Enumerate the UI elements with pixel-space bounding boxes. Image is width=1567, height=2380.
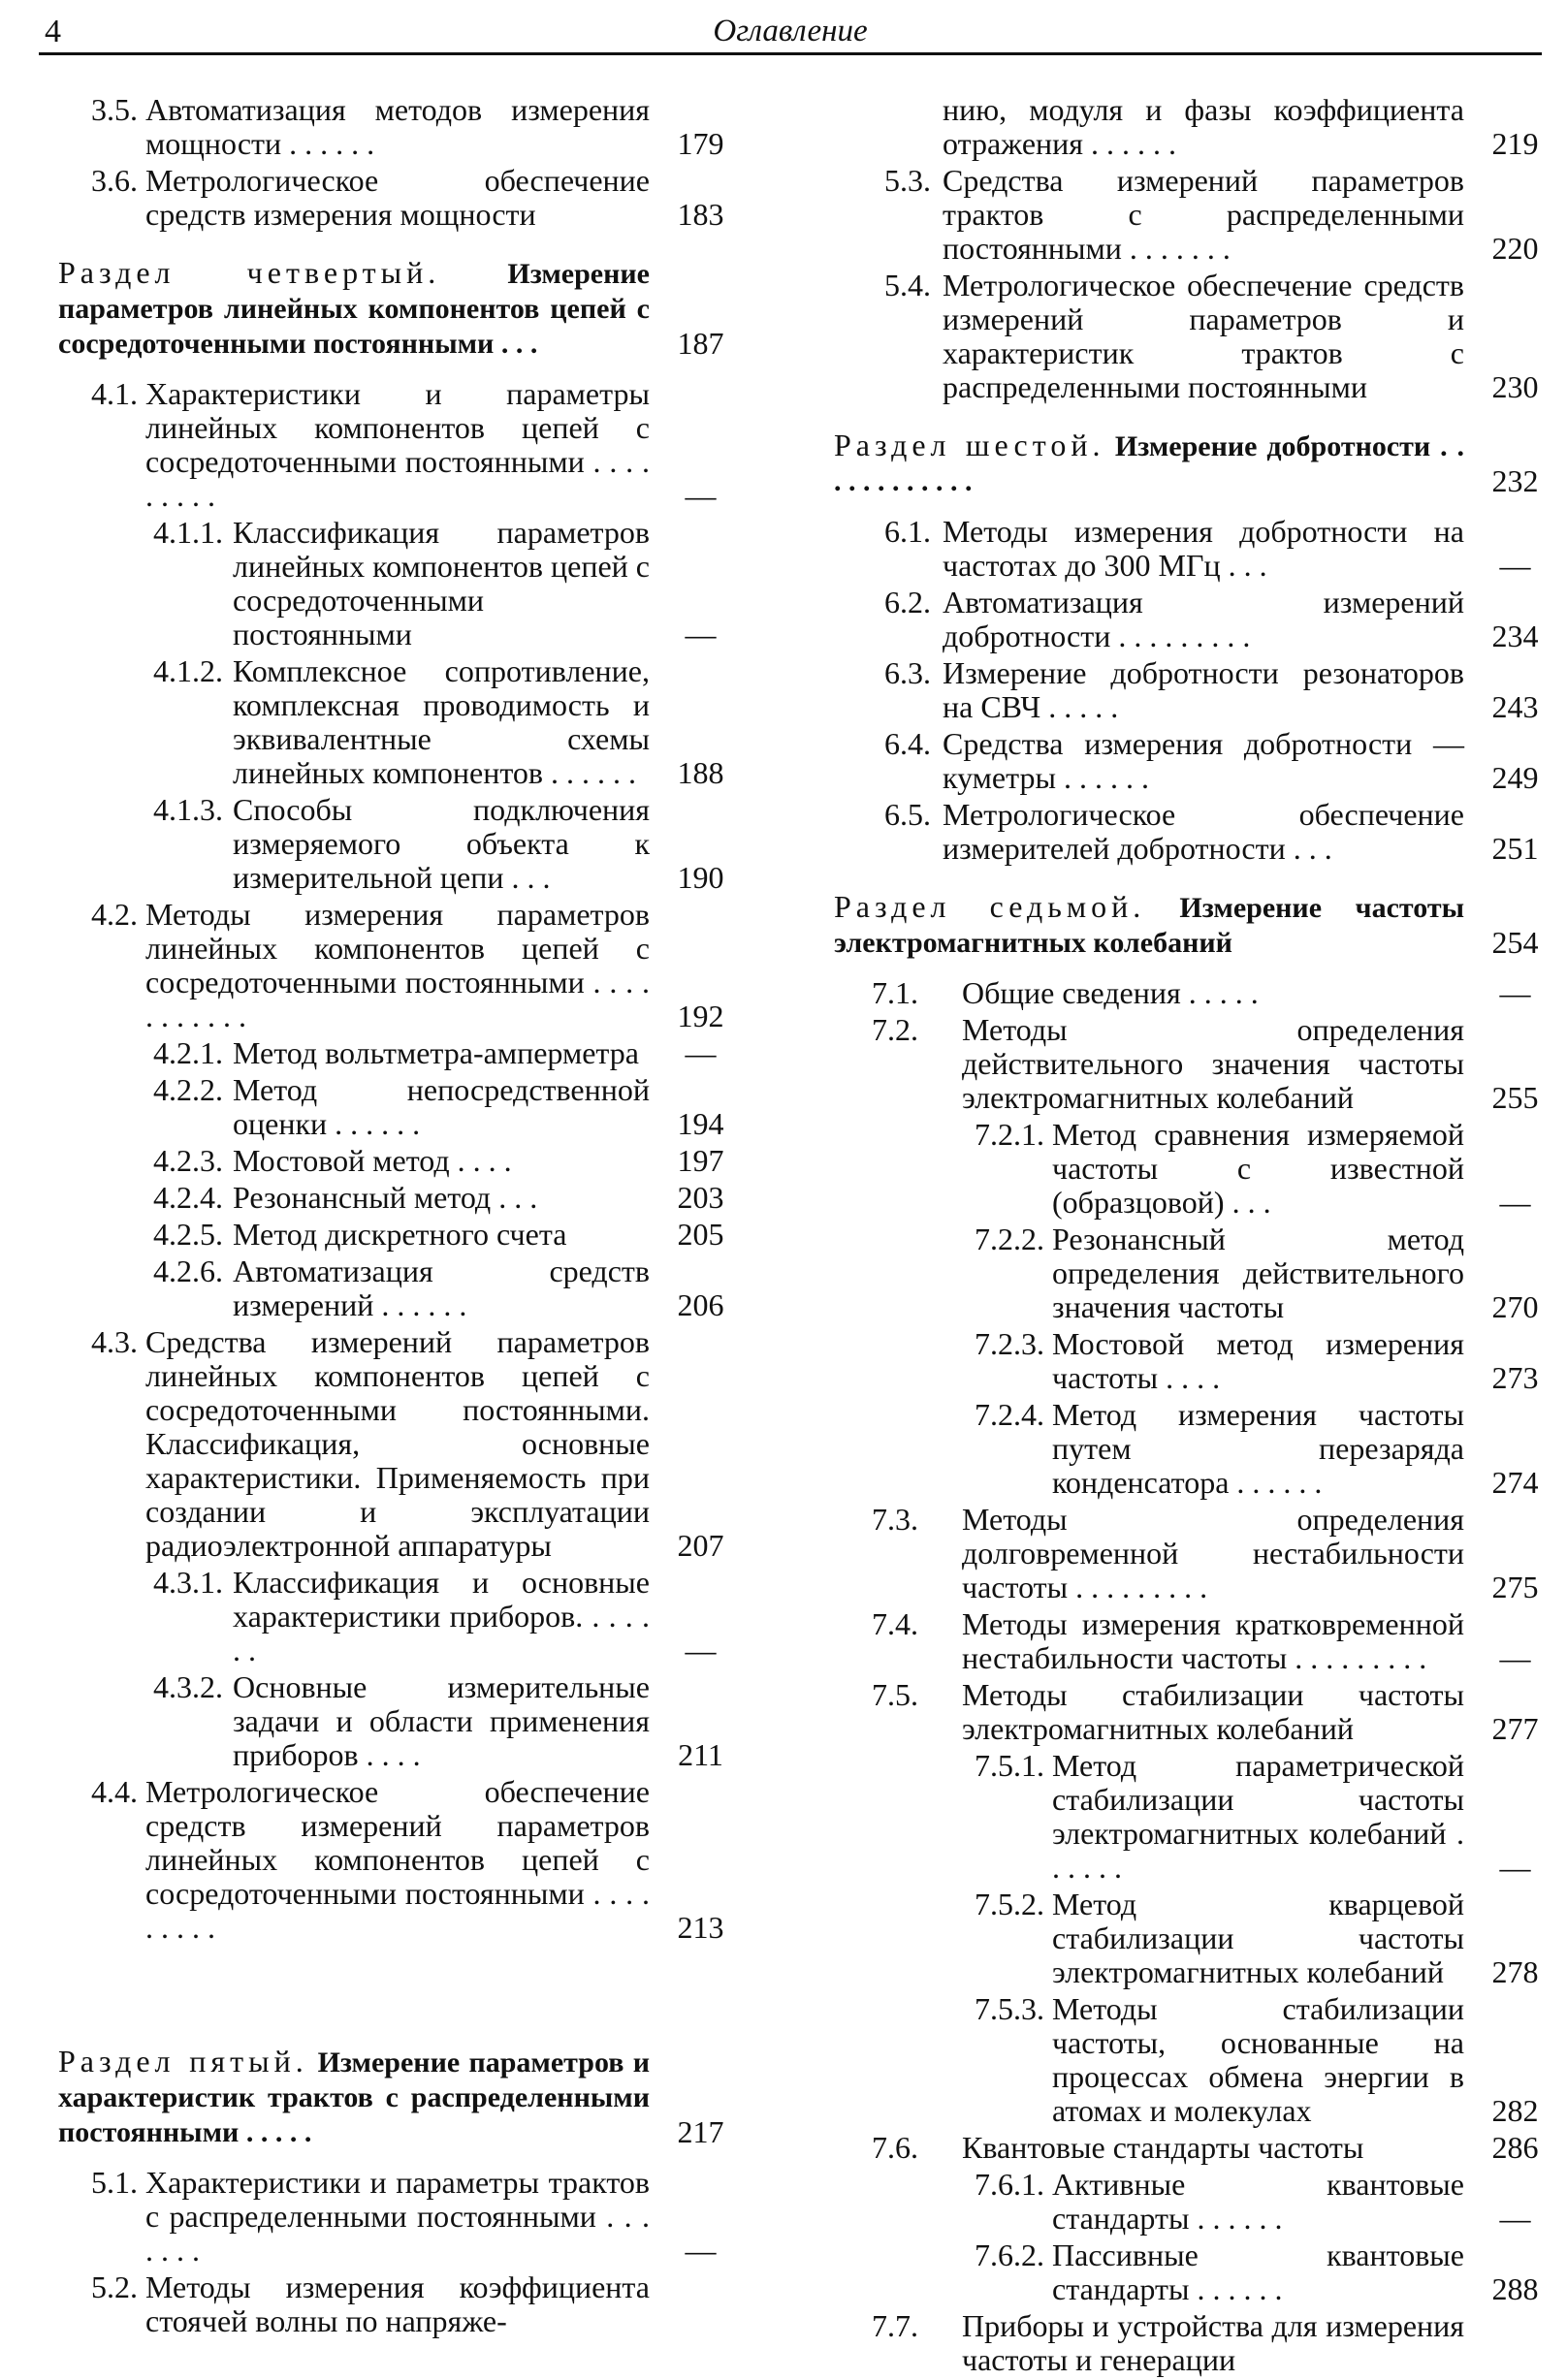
entry-number: 4.2.3.	[153, 1143, 223, 1178]
entry-number: 4.2.4.	[153, 1180, 223, 1215]
toc-entry-7-2-1	[834, 1118, 1551, 1220]
entry-number: 7.2.	[872, 1012, 918, 1047]
entry-number: 7.4.	[872, 1606, 918, 1641]
entry-number: 7.2.1.	[975, 1117, 1044, 1152]
entry-page: —	[1499, 548, 1531, 583]
entry-title: Пассивные квантовые стандарты . . . . . .	[1052, 2237, 1464, 2306]
toc-entry-6-4	[834, 727, 1551, 795]
entry-page: 277	[1491, 1711, 1539, 1746]
entry-title: Метод непосредственной оценки . . . . . .	[233, 1072, 650, 1141]
entry-number: 7.5.2.	[975, 1887, 1044, 1921]
section-title: Измерение частоты электромагнитных колебаний	[834, 892, 1464, 959]
entry-title: Автоматизация средств измерений . . . . . .	[233, 1253, 650, 1322]
entry-page: 230	[1491, 369, 1539, 404]
entry-page: 179	[677, 126, 724, 161]
entry-title: Средства измерений параметров линейных компонентов цепей с сосредоточенными постоянными. Классификация, основные характеристики. Применяемость при создании и эксплуатации радиоэлектронной аппаратуры	[145, 1324, 650, 1563]
entry-page: 232	[1491, 463, 1539, 498]
entry-number: 4.1.1.	[153, 515, 223, 550]
toc-entry-7-2	[834, 1013, 1551, 1115]
entry-page: 207	[677, 1528, 724, 1563]
entry-number: 7.2.4.	[975, 1397, 1044, 1432]
entry-page: 206	[677, 1287, 724, 1322]
toc-entry-7-7	[834, 2309, 1551, 2377]
entry-title: Квантовые стандарты частоты	[962, 2130, 1364, 2165]
entry-number: 4.1.3.	[153, 792, 223, 827]
toc-entry-7-2-3	[834, 1327, 1551, 1395]
entry-title: Методы определения долговременной нестабильности частоты . . . . . . . . .	[962, 1502, 1464, 1604]
entry-page: 270	[1491, 1289, 1539, 1324]
entry-title: Приборы и устройства для измерения частоты и генерации	[962, 2308, 1464, 2377]
entry-page: 251	[1491, 831, 1539, 866]
entry-page: 190	[677, 860, 724, 895]
toc-entry-6-3	[834, 656, 1551, 724]
entry-title: Методы измерения добротности на частотах до 300 МГц . . .	[943, 514, 1464, 583]
entry-number: 7.5.3.	[975, 1991, 1044, 2026]
entry-title: Метрологическое обеспечение средств измерений параметров линейных компонентов цепей с сосредоточенными постоянными . . . . . . . . .	[145, 1774, 650, 1945]
toc-entry-7-5-2	[834, 1888, 1551, 1989]
entry-page: 275	[1491, 1570, 1539, 1604]
toc-entry-7-5-3	[834, 1992, 1551, 2128]
entry-title: Автоматизация измерений добротности . . . . . . . . .	[943, 585, 1464, 653]
entry-page: 286	[1491, 2130, 1539, 2165]
toc-entry-4-2-2	[58, 1073, 737, 1141]
section-title: Измерение параметров линейных компонентов цепей с сосредоточенными постоянными . . .	[58, 258, 650, 360]
entry-title: Измерение добротности резонаторов на СВЧ . . . . .	[943, 655, 1464, 724]
entry-number: 4.2.2.	[153, 1072, 223, 1107]
entry-title: Метрологическое обеспечение измерителей добротности . . .	[943, 797, 1464, 866]
entry-page: —	[1499, 1850, 1531, 1885]
entry-title: нию, модуля и фазы коэффициента отражения . . . . . .	[943, 92, 1464, 161]
toc-left-column	[58, 93, 737, 2341]
section-label: Раздел шестой.	[834, 428, 1105, 462]
entry-title: Методы измерения коэффициента стоячей волны по напряже-	[145, 2269, 650, 2338]
toc-entry-6-5	[834, 798, 1551, 866]
entry-number: 4.3.	[91, 1324, 138, 1359]
toc-entry-4-2-6	[58, 1254, 737, 1322]
entry-title: Общие сведения . . . . .	[962, 975, 1259, 1010]
toc-entry-3-5	[58, 93, 737, 161]
entry-title: Характеристики и параметры линейных компонентов цепей с сосредоточенными постоянными . . . . . . . . .	[145, 376, 650, 513]
entry-number: 4.1.	[91, 376, 138, 411]
entry-title: Метрологическое обеспечение средств измерений параметров и характеристик трактов с распределенными постоянными	[943, 268, 1464, 404]
section-label: Раздел седьмой.	[834, 889, 1146, 924]
entry-page: 255	[1491, 1080, 1539, 1115]
entry-number: 4.3.2.	[153, 1669, 223, 1704]
entry-title: Мостовой метод измерения частоты . . . .	[1052, 1326, 1464, 1395]
toc-section-6	[834, 428, 1551, 498]
entry-page: 217	[677, 2114, 724, 2149]
toc-entry-7-6-1	[834, 2168, 1551, 2236]
section-heading	[834, 428, 1464, 498]
entry-number: 4.2.1.	[153, 1035, 223, 1070]
section-heading	[834, 890, 1464, 960]
toc-entry-7-2-2	[834, 1222, 1551, 1324]
entry-page: —	[1499, 1185, 1531, 1220]
entry-page: 205	[677, 1217, 724, 1252]
entry-number: 7.2.2.	[975, 1222, 1044, 1256]
entry-number: 7.5.	[872, 1677, 918, 1712]
running-header	[39, 8, 1542, 55]
entry-number: 6.4.	[884, 726, 931, 761]
entry-title: Методы измерения параметров линейных компонентов цепей с сосредоточенными постоянными . . . . . . . . . . .	[145, 897, 650, 1033]
toc-entry-6-2	[834, 586, 1551, 653]
toc-section-4	[58, 256, 737, 361]
entry-number: 3.6.	[91, 163, 138, 198]
entry-title: Резонансный метод определения действительного значения частоты	[1052, 1222, 1464, 1324]
entry-number: 6.5.	[884, 797, 931, 832]
entry-title: Классификация и основные характеристики приборов. . . . . . .	[233, 1565, 650, 1667]
entry-number: 7.5.1.	[975, 1748, 1044, 1783]
toc-entry-4-2	[58, 898, 737, 1033]
entry-number: 7.1.	[872, 975, 918, 1010]
entry-page: 213	[677, 1910, 724, 1945]
toc-entry-4-2-1	[58, 1036, 737, 1070]
toc-entry-7-5	[834, 1678, 1551, 1746]
toc-entry-5-2	[58, 2270, 737, 2338]
entry-title: Мостовой метод . . . .	[233, 1143, 512, 1178]
entry-number: 4.2.6.	[153, 1253, 223, 1288]
page-number: 4	[45, 14, 61, 49]
entry-page: —	[685, 617, 717, 651]
entry-title: Методы стабилизации частоты, основанные на процессах обмена энергии в атомах и молекулах	[1052, 1991, 1464, 2128]
entry-page: 197	[677, 1143, 724, 1178]
entry-page: 220	[1491, 231, 1539, 266]
toc-entry-7-3	[834, 1503, 1551, 1604]
toc-entry-6-1	[834, 515, 1551, 583]
entry-number: 7.6.1.	[975, 2167, 1044, 2202]
toc-entry-4-1-1	[58, 516, 737, 651]
entry-number: 5.4.	[884, 268, 931, 302]
toc-right-column	[834, 93, 1551, 2380]
entry-title: Методы стабилизации частоты электромагнитных колебаний	[962, 1677, 1464, 1746]
entry-title: Средства измерения добротности — куметры . . . . . .	[943, 726, 1464, 795]
entry-title: Средства измерений параметров трактов с распределенными постоянными . . . . . . .	[943, 163, 1464, 266]
entry-number: 7.3.	[872, 1502, 918, 1537]
toc-entry-3-6	[58, 164, 737, 232]
section-heading	[58, 2045, 650, 2149]
toc-entry-7-2-4	[834, 1398, 1551, 1500]
section-label: Раздел четвертый.	[58, 255, 441, 290]
entry-page: 254	[1491, 925, 1539, 960]
entry-number: 7.6.2.	[975, 2237, 1044, 2272]
entry-number: 4.2.5.	[153, 1217, 223, 1252]
entry-page: —	[685, 478, 717, 513]
entry-title: Активные квантовые стандарты . . . . . .	[1052, 2167, 1464, 2236]
entry-page: 219	[1491, 126, 1539, 161]
entry-page: 183	[677, 197, 724, 232]
entry-number: 5.3.	[884, 163, 931, 198]
entry-title: Метод дискретного счета	[233, 1217, 567, 1252]
toc-entry-4-2-3	[58, 1144, 737, 1178]
toc-entry-7-4	[834, 1607, 1551, 1675]
entry-title: Метод вольтметра-амперметра	[233, 1035, 639, 1070]
toc-entry-4-1	[58, 377, 737, 513]
toc-entry-4-1-3	[58, 793, 737, 895]
entry-title: Метрологическое обеспечение средств измерения мощности	[145, 163, 650, 232]
toc-entry-4-4	[58, 1775, 737, 1945]
toc-entry-4-3-2	[58, 1670, 737, 1772]
entry-number: 3.5.	[91, 92, 138, 127]
entry-page: 188	[677, 755, 724, 790]
entry-number: 5.2.	[91, 2269, 138, 2304]
toc-entry-4-3-1	[58, 1566, 737, 1667]
entry-title: Способы подключения измеряемого объекта к измерительной цепи . . .	[233, 792, 650, 895]
entry-number: 7.2.3.	[975, 1326, 1044, 1361]
entry-title: Классификация параметров линейных компонентов цепей с сосредоточенными постоянными	[233, 515, 650, 651]
toc-entry-5-1	[58, 2166, 737, 2268]
entry-page: 203	[677, 1180, 724, 1215]
entry-number: 4.1.2.	[153, 653, 223, 688]
entry-page: 288	[1491, 2271, 1539, 2306]
entry-page: 274	[1491, 1465, 1539, 1500]
entry-page: —	[685, 2233, 717, 2268]
entry-title: Метод сравнения измеряемой частоты с известной (образцовой) . . .	[1052, 1117, 1464, 1220]
entry-page: 249	[1491, 760, 1539, 795]
entry-number: 6.1.	[884, 514, 931, 549]
entry-title: Резонансный метод . . .	[233, 1180, 538, 1215]
entry-page: —	[685, 1035, 717, 1070]
entry-number: 4.4.	[91, 1774, 138, 1809]
entry-title: Метод параметрической стабилизации частоты электромагнитных колебаний . . . . . .	[1052, 1748, 1464, 1885]
entry-page: 243	[1491, 689, 1539, 724]
section-title: Измерение добротности . . . . . . . . . . . .	[834, 430, 1464, 497]
entry-page: —	[685, 1633, 717, 1667]
entry-page: 282	[1491, 2093, 1539, 2128]
entry-title: Метод кварцевой стабилизации частоты электромагнитных колебаний	[1052, 1887, 1464, 1989]
entry-page: 234	[1491, 619, 1539, 653]
toc-section-5	[58, 2045, 737, 2149]
entry-number: 6.2.	[884, 585, 931, 619]
entry-page: 273	[1491, 1360, 1539, 1395]
entry-page: 187	[677, 326, 724, 361]
entry-number: 7.7.	[872, 2308, 918, 2343]
toc-entry-4-2-4	[58, 1181, 737, 1215]
toc-entry-7-1	[834, 976, 1551, 1010]
section-label: Раздел пятый.	[58, 2044, 308, 2079]
entry-title: Метод измерения частоты путем перезаряда конденсатора . . . . . .	[1052, 1397, 1464, 1500]
entry-title: Комплексное сопротивление, комплексная проводимость и эквивалентные схемы линейных компонентов . . . . . .	[233, 653, 650, 790]
toc-entry-7-6-2	[834, 2238, 1551, 2306]
section-title: Измерение параметров и характеристик трактов с распределенными постоянными . . . . .	[58, 2047, 650, 2148]
entry-page: —	[1499, 2201, 1531, 2236]
entry-page: 192	[677, 999, 724, 1033]
toc-entry-4-2-5	[58, 1218, 737, 1252]
entry-page: 211	[678, 1737, 723, 1772]
entry-title: Автоматизация методов измерения мощности . . . . . .	[145, 92, 650, 161]
toc-entry-4-1-2	[58, 654, 737, 790]
entry-page: 278	[1491, 1954, 1539, 1989]
toc-entry-5-2-continued	[834, 93, 1551, 161]
toc-entry-7-5-1	[834, 1749, 1551, 1885]
entry-number: 6.3.	[884, 655, 931, 690]
section-heading	[58, 256, 650, 361]
entry-title: Характеристики и параметры трактов с распределенными постоянными . . . . . . .	[145, 2165, 650, 2268]
entry-page: —	[1499, 975, 1531, 1010]
toc-entry-4-3	[58, 1325, 737, 1563]
toc-entry-5-4	[834, 269, 1551, 404]
entry-page: 194	[677, 1106, 724, 1141]
entry-page: —	[1499, 1640, 1531, 1675]
toc-section-7	[834, 890, 1551, 960]
entry-title: Методы измерения кратковременной нестабильности частоты . . . . . . . . .	[962, 1606, 1464, 1675]
entry-number: 7.6.	[872, 2130, 918, 2165]
toc-entry-7-6	[834, 2131, 1551, 2165]
entry-number: 4.3.1.	[153, 1565, 223, 1600]
entry-number: 5.1.	[91, 2165, 138, 2200]
running-title: Оглавление	[713, 14, 868, 48]
toc-entry-5-3	[834, 164, 1551, 266]
entry-number: 4.2.	[91, 897, 138, 932]
entry-title: Методы определения действительного значения частоты электромагнитных колебаний	[962, 1012, 1464, 1115]
entry-title: Основные измерительные задачи и области применения приборов . . . .	[233, 1669, 650, 1772]
